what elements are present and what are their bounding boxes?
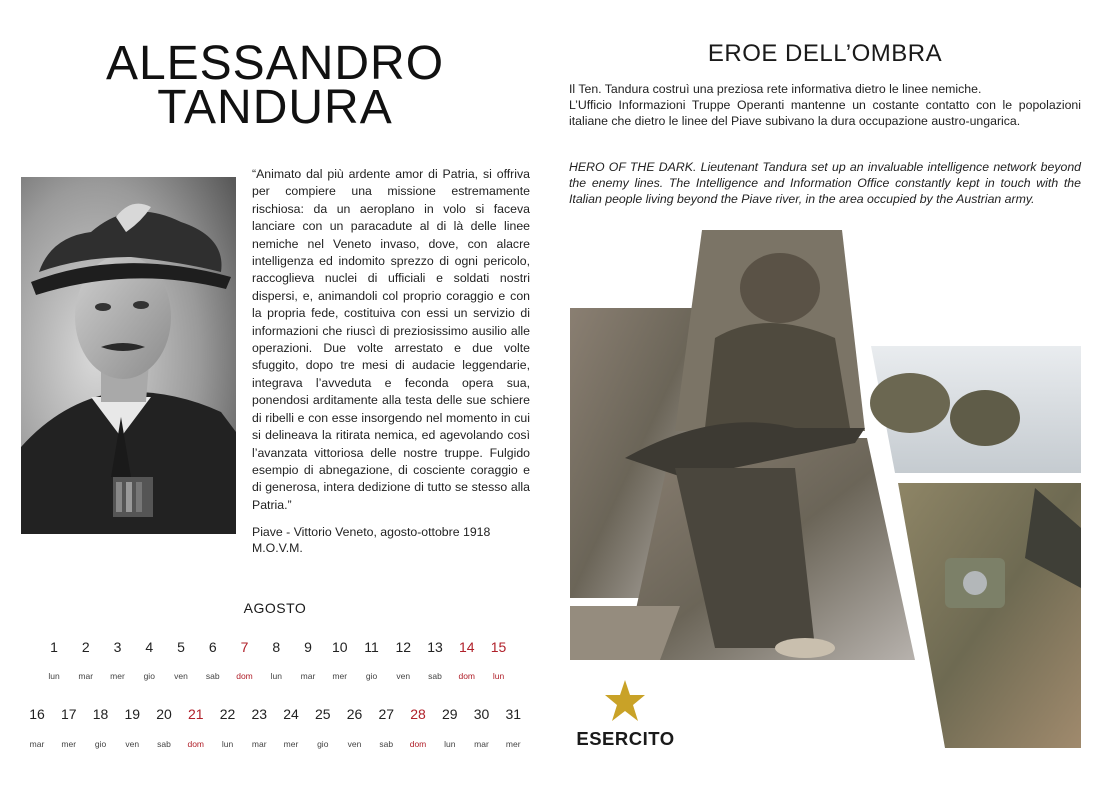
calendar-day-number: 23 xyxy=(251,706,268,722)
portrait-illustration xyxy=(21,177,236,534)
calendar-weekday: mer xyxy=(283,739,299,749)
calendar-day-number: 4 xyxy=(145,639,154,655)
calendar-day-number: 29 xyxy=(441,706,458,722)
calendar-day-number: 8 xyxy=(272,639,281,655)
title-last-name: TANDURA xyxy=(157,81,393,134)
calendar-weekday: dom xyxy=(187,739,205,749)
calendar-weekday: ven xyxy=(174,671,188,681)
calendar-day-number: 21 xyxy=(187,706,204,722)
calendar-weekday: sab xyxy=(157,739,171,749)
calendar-weekday: mar xyxy=(78,671,94,681)
calendar-day-number: 26 xyxy=(346,706,363,722)
esercito-logo-text: ESERCITO xyxy=(576,728,675,749)
calendar-weekday: mar xyxy=(251,739,267,749)
calendar-day-number: 28 xyxy=(410,706,426,722)
calendar-day-number: 7 xyxy=(240,639,249,655)
title-first-name: ALESSANDRO xyxy=(105,37,445,90)
calendar-day-number: 2 xyxy=(81,639,90,655)
calendar-weekday: gio xyxy=(317,739,329,749)
calendar-weekday: dom xyxy=(409,739,427,749)
calendar-weekday: ven xyxy=(396,671,411,681)
calendar-weekday: lun xyxy=(270,671,282,681)
calendar-weekday: ven xyxy=(347,739,362,749)
citation-place xyxy=(252,524,542,556)
calendar-weekday: gio xyxy=(94,739,107,749)
calendar-weekday: mar xyxy=(300,671,316,681)
portrait-photo xyxy=(21,177,236,534)
calendar-day-number: 11 xyxy=(364,639,379,655)
description-italian xyxy=(569,81,1081,129)
calendar-weekday: mer xyxy=(110,671,125,681)
calendar-day-number: 30 xyxy=(473,706,490,722)
calendar-day-number: 9 xyxy=(304,639,312,655)
calendar-weekday: lun xyxy=(492,671,505,681)
calendar-weekday: lun xyxy=(48,671,60,681)
calendar-weekday: sab xyxy=(379,739,394,749)
calendar-day-number: 17 xyxy=(60,706,77,722)
calendar-weekday: sab xyxy=(205,671,220,681)
calendar-day-number: 20 xyxy=(156,706,172,722)
star-icon xyxy=(604,679,646,728)
calendar-day-number: 14 xyxy=(458,639,475,655)
calendar-day-number: 25 xyxy=(314,706,331,722)
calendar-day-number: 19 xyxy=(124,706,141,722)
calendar-weekday: mar xyxy=(474,739,489,749)
citation-quote: “Animato dal più ardente amor di Patria, si offriva per compiere una missione estremamente rischiosa: da un aeroplano in volo si faceva lanciare con un paracadute al di là delle linee nemiche nel Veneto invaso, dove, con alacre intelligenza ed indomito sprezzo di ogni pericolo, raccoglieva nuclei di ufficiali e soldati nostri dispersi, e, animandoli col proprio coraggio e con la propria fede, costituiva con essi un servizio di informazioni che riuscì di preziosissimo ausilio alle operazioni. Due volte arrestato e due volte sfuggito, dopo tre mesi di audacie leggendarie, integrava l’avveduta e feconda opera sua, ponendosi arditamente alla testa delle sue schiere di ribelli e con esse insorgendo nel momento in cui si delineava la ritirata nemica, ed agevolando così l’avanzata vittoriosa delle nostre truppe. Fulgido esempio di abnegazione, di cosciente coraggio e di generosa, intera dedizione di tutto se stesso alla Patria.” xyxy=(252,167,530,512)
calendar-day-number: 15 xyxy=(490,639,507,655)
calendar-day-number: 1 xyxy=(50,639,58,655)
calendar-weekday: lun xyxy=(221,739,234,749)
calendar-weekday: mer xyxy=(61,739,77,749)
calendar-month: AGOSTO xyxy=(243,600,307,616)
calendar-day-number: 5 xyxy=(177,639,185,655)
citation-place-date: Piave - Vittorio Veneto, agosto-ottobre 1918 xyxy=(252,525,491,539)
calendar-weekday: gio xyxy=(143,671,155,681)
description-english: HERO OF THE DARK. Lieutenant Tandura set up an invaluable intelligence network beyond the enemy lines. The Intelligence and Information Office constantly kept in touch with the Italian people living beyond the Piave river, in the area occupied by the Austrian army. xyxy=(569,160,1081,206)
calendar-day-number: 3 xyxy=(113,639,122,655)
calendar-weekday: sab xyxy=(428,671,442,681)
calendar-weekday: mar xyxy=(29,739,45,749)
calendar-day-number: 12 xyxy=(395,639,412,655)
calendar-day-number: 16 xyxy=(29,706,45,722)
calendar-day-number: 22 xyxy=(219,706,236,722)
citation-decoration: M.O.V.M. xyxy=(252,541,303,555)
description-italian-line1: Il Ten. Tandura costruì una preziosa rete informativa dietro le linee nemiche. xyxy=(569,82,982,96)
section-title: EROE DELL’OMBRA xyxy=(707,40,943,67)
calendar-weekday: dom xyxy=(236,671,253,681)
calendar-weekday: lun xyxy=(444,739,456,749)
calendar-weekday: mer xyxy=(332,671,348,681)
photo-collage xyxy=(565,228,1085,750)
calendar-day-number: 18 xyxy=(92,706,109,722)
calendar-day-number: 13 xyxy=(427,639,443,655)
description-italian-line2: L’Ufficio Informazioni Truppe Operanti mantenne un costante contatto con le popolazioni italiane che dietro le linee del Piave subivano la dura occupazione austro-ungarica. xyxy=(569,98,1081,128)
collage-illustration xyxy=(565,228,1085,750)
calendar-weekday: dom xyxy=(458,671,476,681)
calendar-day-number: 10 xyxy=(331,639,348,655)
calendar-day-number: 6 xyxy=(208,639,217,655)
calendar-day-number: 24 xyxy=(283,706,299,722)
calendar-day-number: 31 xyxy=(505,706,522,722)
calendar-weekday: mer xyxy=(505,739,521,749)
calendar-day-number: 27 xyxy=(378,706,395,722)
calendar-weekday: gio xyxy=(365,671,378,681)
calendar-weekday: ven xyxy=(125,739,140,749)
